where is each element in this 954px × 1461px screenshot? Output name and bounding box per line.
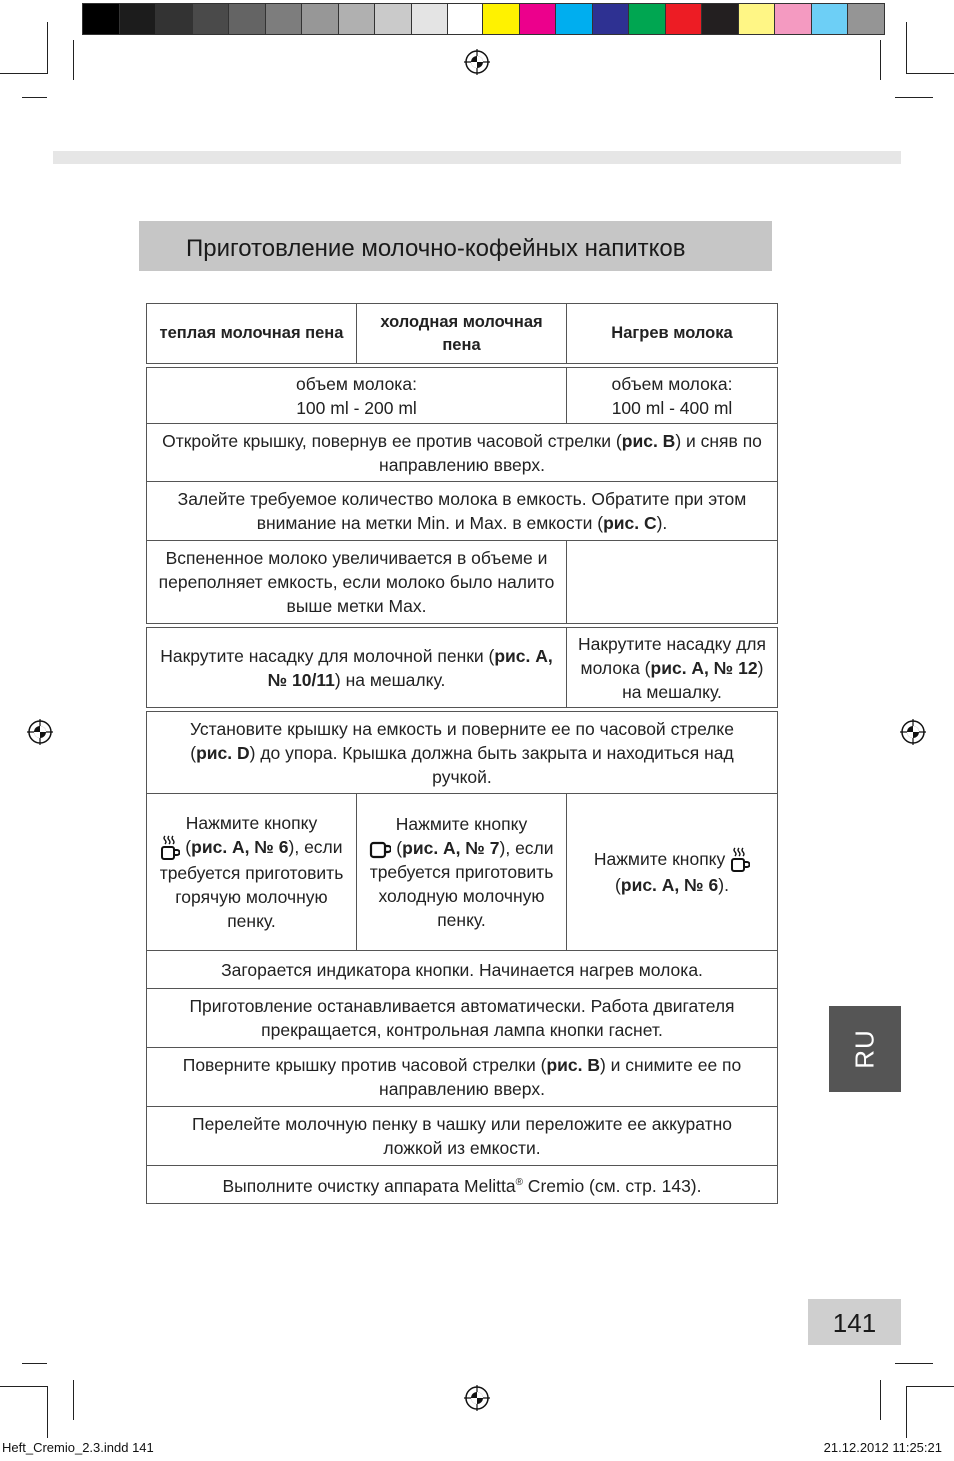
section-title: Приготовление молочно-кофейных напитков <box>186 235 686 262</box>
language-tab <box>829 1006 901 1092</box>
table-row-attachment <box>147 628 778 708</box>
gray-swatch <box>301 3 339 35</box>
table-row-open-lid <box>147 424 778 482</box>
color-swatch <box>738 3 776 35</box>
hot-cup-icon <box>160 835 180 861</box>
gray-swatch <box>192 3 230 35</box>
figure-ref: рис. A, № 10/11 <box>267 645 553 690</box>
heat-attach-cell <box>567 628 778 708</box>
gray-swatch <box>411 3 449 35</box>
volume-heat-value: 100 ml - 400 ml <box>611 397 733 418</box>
figure-ref: рис. C <box>603 513 657 533</box>
table-header-row <box>147 304 778 364</box>
figure-ref: рис. B <box>621 430 676 451</box>
heat-attach-text: Накрутите насадку для молока ( <box>578 633 766 678</box>
press-heat-cell <box>567 794 778 951</box>
fill-milk-text-end: ). <box>656 513 668 533</box>
froth-attach-text-end: ) на мешалку. <box>334 669 446 690</box>
figure-ref: рис. A, № 6 <box>191 836 289 857</box>
remove-lid-text: Поверните крышку против часовой стрелки ( <box>182 1055 547 1075</box>
volume-heat-label: объем молока: <box>611 373 733 394</box>
color-swatch <box>628 3 666 35</box>
color-swatch <box>482 3 520 35</box>
gray-swatch <box>228 3 266 35</box>
hot-cup-icon <box>730 847 750 873</box>
open-lid-cell <box>147 424 778 482</box>
figure-ref: рис. D <box>196 742 250 763</box>
table-row-press-button <box>147 794 778 951</box>
section-title-band <box>139 221 772 271</box>
figure-ref: рис. A, № 12 <box>650 657 758 678</box>
gray-swatch <box>155 3 193 35</box>
press-warm-cell <box>147 794 357 951</box>
froth-attach-text: Накрутите насадку для молочной пенки ( <box>160 645 495 666</box>
clean-text: Выполните очистку аппарата Melitta <box>222 1175 516 1196</box>
registration-mark-icon <box>464 49 490 75</box>
page-number-box <box>808 1299 901 1345</box>
figure-ref: рис. A, № 7 <box>402 838 500 858</box>
volume-foam-label: объем молока: <box>296 373 417 394</box>
press-heat-text-end: ). <box>718 875 729 896</box>
indicator-cell: Загорается индикатора кнопки. Начинается нагрев молока. <box>147 951 778 989</box>
close-lid-text: Установите крышку на емкость и поверните ее по часовой стрелке ( <box>189 718 735 763</box>
table-row-auto-stop <box>147 989 778 1048</box>
header-cold-foam: холодная молочная пена <box>357 304 567 364</box>
color-swatch <box>592 3 630 35</box>
gray-swatch <box>82 3 120 35</box>
page-number: 141 <box>832 1308 877 1338</box>
table-row-overflow <box>147 541 778 624</box>
empty-cell <box>567 541 778 624</box>
registered-mark: ® <box>515 1177 523 1189</box>
close-lid-cell <box>147 712 778 794</box>
figure-ref: рис. B <box>546 1055 600 1075</box>
clean-text-end: Cremio (см. стр. 143). <box>522 1175 702 1196</box>
figure-ref: рис. A, № 6 <box>620 875 719 896</box>
gray-swatch <box>447 3 485 35</box>
gray-swatch <box>119 3 157 35</box>
fill-milk-text: Залейте требуемое количество молока в емкость. Обратите при этом внимание на метки Min. и Max. в емкости ( <box>177 489 747 533</box>
press-warm-text-end: ), если требуется приготовить горячую молочную пенку. <box>159 836 344 932</box>
color-swatch <box>774 3 812 35</box>
press-heat-text: Нажмите кнопку <box>593 848 726 869</box>
table-row-clean <box>147 1166 778 1204</box>
table-row-volume <box>147 368 778 424</box>
footer-file-name: Heft_Cremio_2.3.indd 141 <box>2 1440 154 1455</box>
gray-swatch <box>265 3 303 35</box>
table-row-pour <box>147 1107 778 1166</box>
volume-foam-cell <box>147 368 567 424</box>
froth-attach-cell <box>147 628 567 708</box>
auto-stop-cell: Приготовление останавливается автоматически. Работа двигателя прекращается, контрольная лампа кнопки гаснет. <box>147 989 778 1048</box>
language-tab-label: RU <box>849 1029 880 1069</box>
pour-cell: Перелейте молочную пенку в чашку или переложите ее аккуратно ложкой из емкости. <box>147 1107 778 1166</box>
volume-heat-cell <box>567 368 778 424</box>
fill-milk-cell <box>147 482 778 541</box>
close-lid-text-end: ) до упора. Крышка должна быть закрыта и находиться над ручкой. <box>249 742 734 787</box>
open-lid-text-end: ) и сняв по направлению вверх. <box>379 430 762 475</box>
remove-lid-cell <box>147 1048 778 1107</box>
press-cold-cell <box>357 794 567 951</box>
instruction-table <box>146 303 778 1204</box>
registration-mark-icon <box>900 719 926 745</box>
press-cold-text: Нажмите кнопку <box>395 814 528 834</box>
table-row-indicator <box>147 951 778 989</box>
header-warm-foam: теплая молочная пена <box>147 304 357 364</box>
footer-timestamp: 21.12.2012 11:25:21 <box>823 1440 942 1455</box>
press-warm-paren: ( <box>180 836 192 857</box>
press-warm-text: Нажмите кнопку <box>185 812 318 833</box>
gray-swatch <box>338 3 376 35</box>
gray-swatch <box>374 3 412 35</box>
heat-attach-text-end: ) на мешалку. <box>622 657 764 702</box>
press-heat-paren: ( <box>615 875 621 896</box>
clean-cell <box>147 1166 778 1204</box>
table-row-close-lid <box>147 712 778 794</box>
color-swatch <box>665 3 703 35</box>
volume-foam-value: 100 ml - 200 ml <box>296 397 417 418</box>
color-swatch <box>811 3 849 35</box>
open-lid-text: Откройте крышку, повернув ее против часовой стрелки ( <box>162 430 622 451</box>
color-swatch <box>701 3 739 35</box>
header-band <box>53 151 901 164</box>
color-swatch <box>555 3 593 35</box>
cold-cup-icon <box>369 839 391 859</box>
table-row-remove-lid <box>147 1048 778 1107</box>
registration-mark-icon <box>27 719 53 745</box>
table-row-fill-milk <box>147 482 778 541</box>
remove-lid-text-end: ) и снимите ее по направлению вверх. <box>379 1055 742 1099</box>
header-heat-milk: Нагрев молока <box>567 304 778 364</box>
press-cold-text-end: ), если требуется приготовить холодную молочную пенку. <box>369 838 554 930</box>
color-swatch <box>847 3 885 35</box>
registration-mark-icon <box>464 1385 490 1411</box>
press-cold-paren: ( <box>391 838 403 858</box>
color-swatch <box>519 3 557 35</box>
overflow-note-cell: Вспененное молоко увеличивается в объеме и переполняет емкость, если молоко было налито выше метки Max. <box>147 541 567 624</box>
